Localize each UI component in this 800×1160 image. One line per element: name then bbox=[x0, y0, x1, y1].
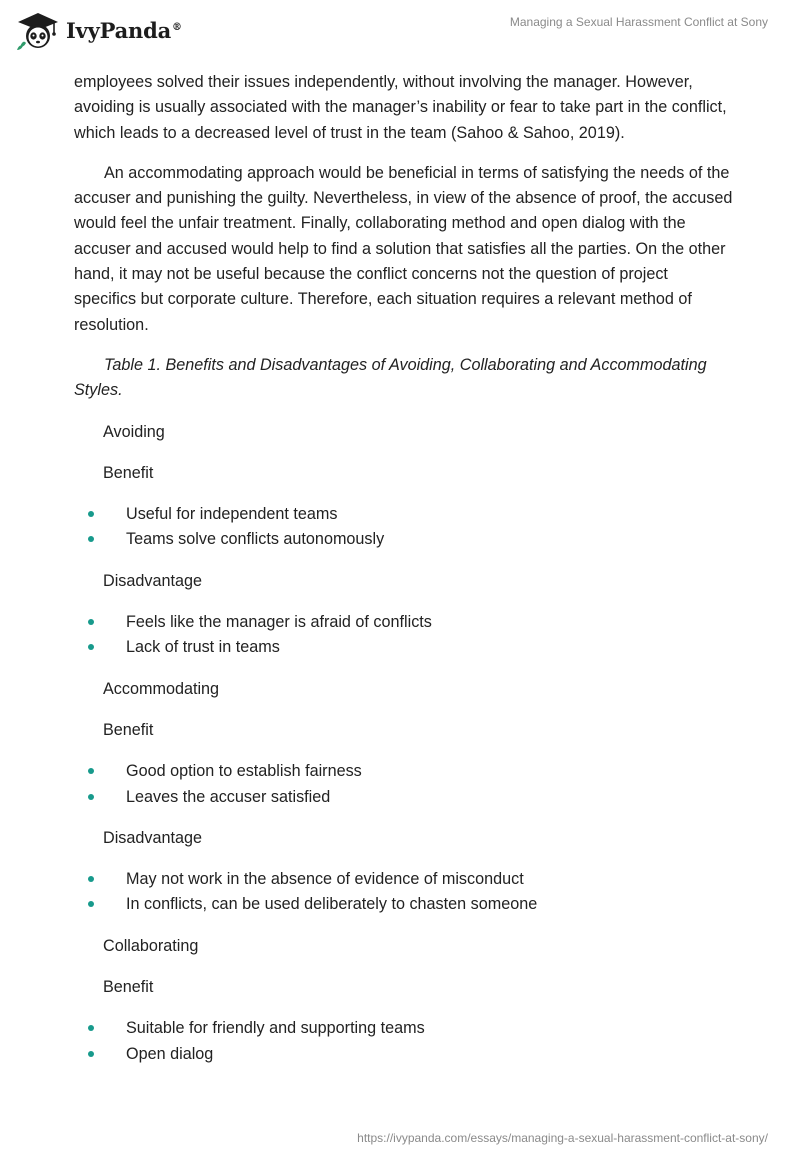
benefit-label: Benefit bbox=[103, 463, 154, 482]
style-heading-accommodating: Accommodating bbox=[103, 679, 220, 698]
benefit-list bbox=[74, 1016, 734, 1067]
benefit-list bbox=[74, 759, 734, 810]
list-item: Leaves the accuser satisfied bbox=[74, 785, 734, 810]
table-caption: Table 1. Benefits and Disadvantages of Avoiding, Collaborating and Accommodating Styles. bbox=[74, 355, 707, 400]
document-title: Managing a Sexual Harassment Conflict at Sony bbox=[509, 15, 768, 29]
bullet-icon bbox=[88, 1051, 94, 1057]
bullet-icon bbox=[88, 901, 94, 907]
benefit-label: Benefit bbox=[103, 978, 154, 997]
bullet-icon bbox=[88, 1025, 94, 1031]
list-item: Lack of trust in teams bbox=[74, 635, 734, 660]
bullet-icon bbox=[88, 876, 94, 882]
paragraph-1: employees solved their issues independently, without involving the manager. However, avoiding is usually associated with the manager’s inability or fear to take part in the conflict, which leads to a decreased level of trust in the team (Sahoo & Sahoo, 2019). bbox=[74, 73, 727, 142]
bullet-icon bbox=[88, 768, 94, 774]
style-heading-collaborating: Collaborating bbox=[103, 936, 199, 955]
style-heading-avoiding: Avoiding bbox=[103, 422, 165, 441]
list-item: In conflicts, can be used deliberately to chasten someone bbox=[74, 892, 734, 917]
list-item: Suitable for friendly and supporting teams bbox=[74, 1016, 734, 1041]
brand-name: IvyPanda® bbox=[66, 17, 182, 43]
ivypanda-logo[interactable] bbox=[14, 9, 182, 51]
bullet-icon bbox=[88, 619, 94, 625]
disadvantage-label: Disadvantage bbox=[103, 828, 202, 847]
list-item: Good option to establish fairness bbox=[74, 759, 734, 784]
bullet-icon bbox=[88, 511, 94, 517]
source-url-link[interactable]: https://ivypanda.com/essays/managing-a-sexual-harassment-conflict-at-sony/ bbox=[357, 1131, 768, 1145]
list-item: Open dialog bbox=[74, 1042, 734, 1067]
list-item: Feels like the manager is afraid of conflicts bbox=[74, 610, 734, 635]
paragraph-2: An accommodating approach would be beneficial in terms of satisfying the needs of the accuser and punishing the guilty. Nevertheless, in view of the absence of proof, the accused would feel the unfair treatment. Finally, collaborating method and open dialog with the accuser and accused would help to find a solution that satisfies all the parties. On the other hand, it may not be useful because the conflict concerns not the question of project specifics but corporate culture. Therefore, each situation requires a relevant method of resolution. bbox=[74, 163, 733, 334]
disadvantage-list bbox=[74, 610, 734, 661]
bullet-icon bbox=[88, 644, 94, 650]
benefit-list bbox=[74, 502, 734, 553]
bullet-icon bbox=[88, 794, 94, 800]
registered-mark: ® bbox=[172, 21, 182, 33]
bullet-icon bbox=[88, 536, 94, 542]
benefit-label: Benefit bbox=[103, 720, 154, 739]
essay-content bbox=[74, 70, 734, 1083]
disadvantage-label: Disadvantage bbox=[103, 571, 202, 590]
disadvantage-list bbox=[74, 867, 734, 918]
page-header bbox=[0, 0, 800, 62]
panda-graduate-logo-icon bbox=[14, 9, 62, 51]
list-item: Teams solve conflicts autonomously bbox=[74, 527, 734, 552]
list-item: Useful for independent teams bbox=[74, 502, 734, 527]
list-item: May not work in the absence of evidence of misconduct bbox=[74, 867, 734, 892]
